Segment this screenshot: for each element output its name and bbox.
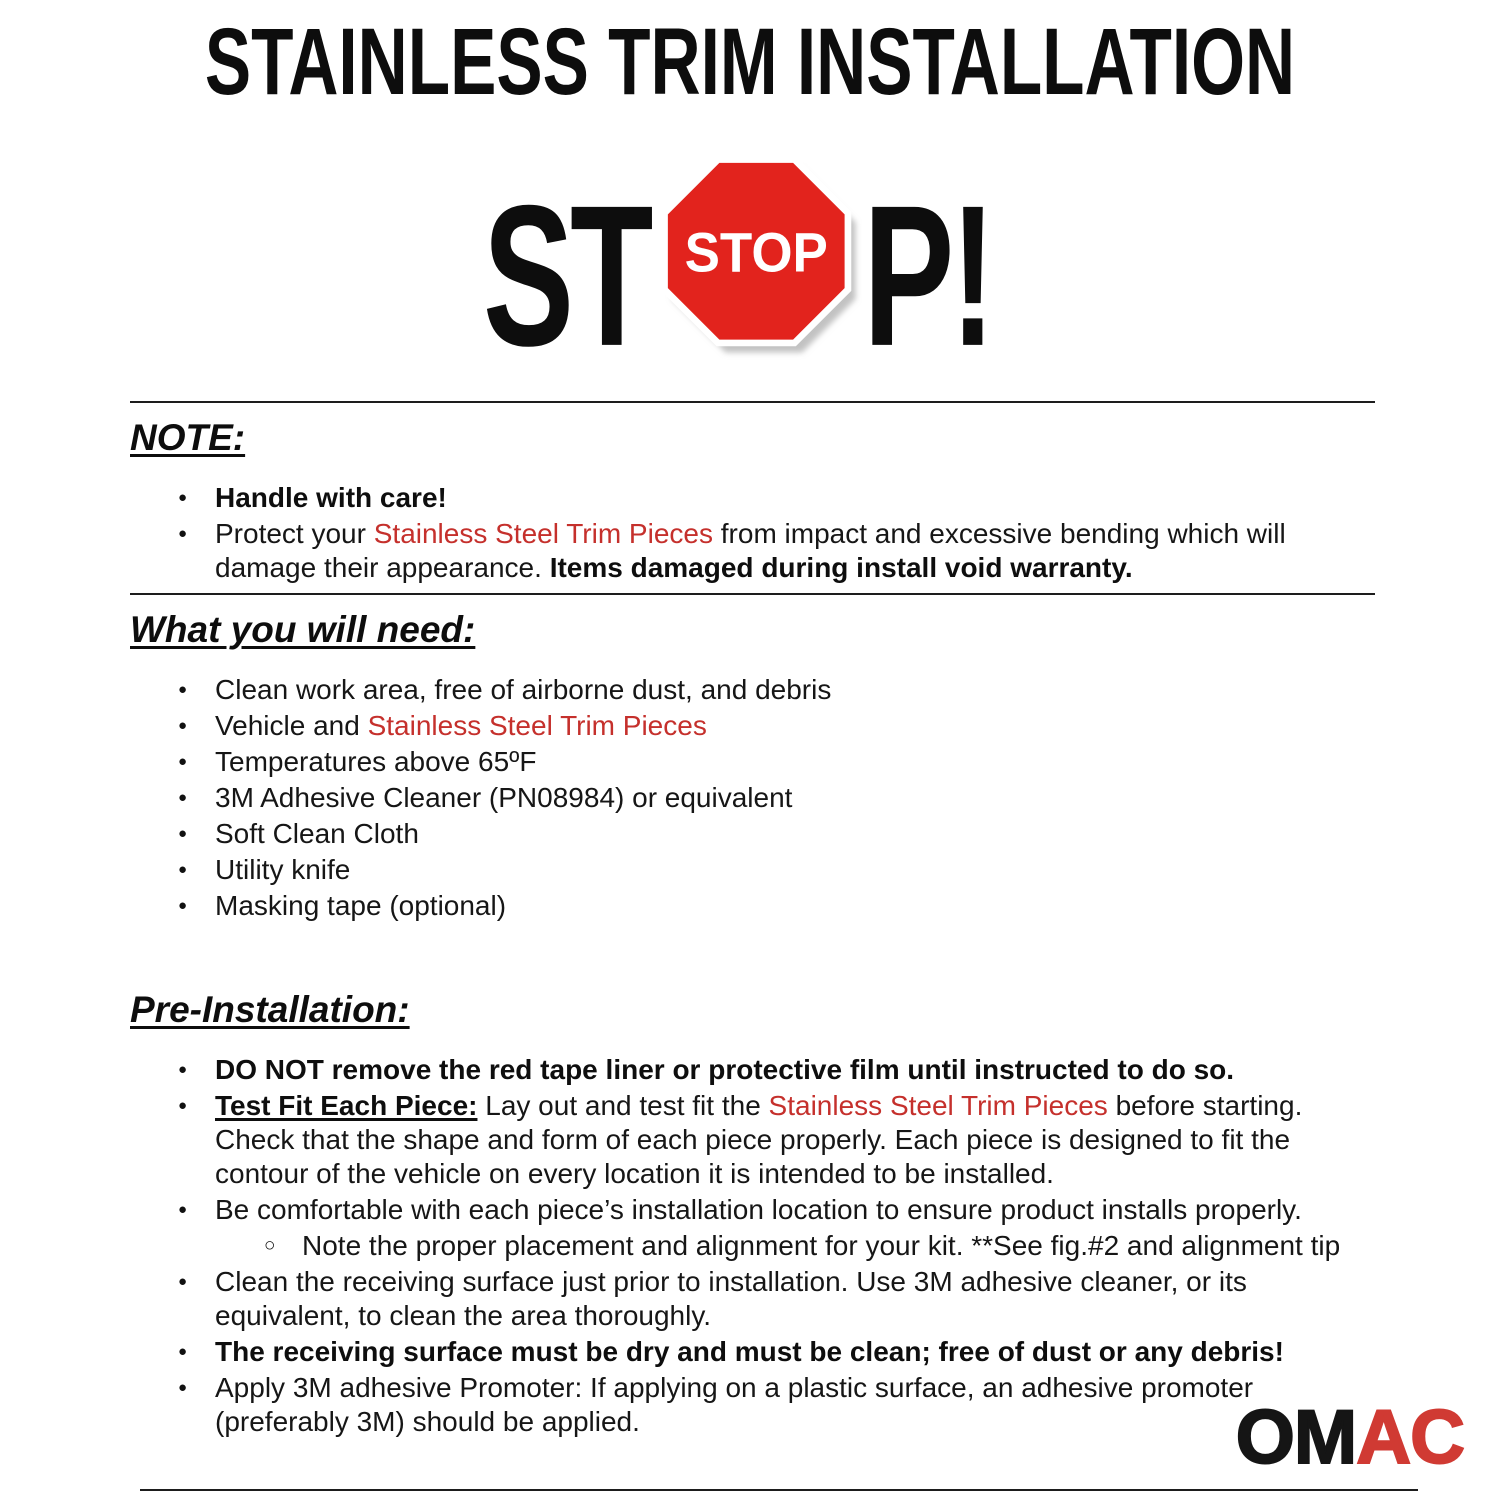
text-segment: Stainless Steel Trim Pieces — [367, 710, 707, 741]
disc-bullet-icon: ● — [178, 897, 188, 914]
list-item — [130, 781, 1375, 815]
text-segment: Lay out and test fit the — [477, 1090, 769, 1121]
list-item-text — [215, 1266, 1247, 1331]
list-item-text — [215, 1372, 1253, 1437]
list-item-text — [215, 1054, 1234, 1085]
circle-bullet-icon: ○ — [264, 1235, 276, 1256]
disc-bullet-icon: ● — [178, 1343, 188, 1360]
list-item — [130, 709, 1375, 743]
list-item — [130, 817, 1375, 851]
text-segment: Stainless Steel Trim Pieces — [373, 518, 713, 549]
text-segment: before starting. Check that the shape and form of each piece properly. Each piece is designed to fit the contour of the vehicle on every location it is intended to be installed. — [215, 1090, 1303, 1189]
text-segment: Apply 3M adhesive Promoter: If applying on a plastic surface, an adhesive promoter (preferably 3M) should be applied. — [215, 1372, 1254, 1437]
text-segment: Be comfortable with each piece’s installation location to ensure product installs properly. — [215, 1194, 1302, 1225]
disc-bullet-icon: ● — [178, 681, 188, 698]
list-item — [130, 481, 1375, 515]
text-segment: Handle with care! — [215, 482, 447, 513]
disc-bullet-icon: ● — [178, 753, 188, 770]
page-title: STAINLESS TRIM INSTALLATION — [204, 9, 1296, 115]
omac-logo-black-text: OM — [1235, 1395, 1357, 1480]
text-segment: from impact and excessive bending which will damage their appearance. — [215, 518, 1286, 583]
stop-sign-label: STOP — [684, 221, 828, 284]
list-item-text — [215, 518, 1286, 583]
text-segment: Stainless Steel Trim Pieces — [768, 1090, 1108, 1121]
text-segment: Protect your — [215, 518, 374, 549]
disc-bullet-icon: ● — [178, 1201, 188, 1218]
text-segment: 3M Adhesive Cleaner (PN08984) or equivalent — [215, 782, 793, 813]
disc-bullet-icon: ● — [178, 525, 188, 542]
stop-octagon — [664, 160, 855, 353]
stop-banner-right-text: P! — [862, 164, 992, 385]
list-item — [130, 853, 1375, 887]
text-segment: Temperatures above 65ºF — [215, 746, 537, 777]
document-body — [0, 401, 1500, 1439]
list-item — [130, 1229, 1375, 1263]
list-item — [130, 1053, 1375, 1087]
disc-bullet-icon: ● — [178, 1379, 188, 1396]
need-list — [130, 673, 1375, 923]
text-segment: Clean the receiving surface just prior to installation. Use 3M adhesive cleaner, or its equivalent, to clean the area thoroughly. — [215, 1266, 1247, 1331]
list-item-text — [215, 674, 831, 705]
list-item — [130, 1193, 1375, 1227]
divider — [140, 1489, 1418, 1491]
list-item — [130, 673, 1375, 707]
disc-bullet-icon: ● — [178, 489, 188, 506]
omac-logo-red-text: AC — [1356, 1395, 1464, 1480]
text-segment: Note the proper placement and alignment for your kit. **See fig.#2 and alignment tip — [302, 1230, 1341, 1261]
disc-bullet-icon: ● — [178, 1097, 188, 1114]
disc-bullet-icon: ● — [178, 861, 188, 878]
disc-bullet-icon: ● — [178, 789, 188, 806]
text-segment: The receiving surface must be dry and must be clean; free of dust or any debris! — [215, 1336, 1284, 1367]
divider — [130, 593, 1375, 595]
disc-bullet-icon: ● — [178, 825, 188, 842]
list-item-text — [215, 1336, 1284, 1367]
list-item-text — [215, 890, 506, 921]
list-item-text — [215, 1194, 1302, 1225]
list-item-text — [215, 710, 707, 741]
list-item — [130, 745, 1375, 779]
text-segment: Test Fit Each Piece: — [215, 1090, 478, 1121]
stop-banner — [0, 148, 1500, 385]
text-segment: DO NOT remove the red tape liner or protective film until instructed to do so. — [215, 1054, 1235, 1085]
stop-sign-graphic — [483, 148, 1018, 385]
section-pre-installation-heading: Pre-Installation: — [130, 989, 410, 1030]
text-segment: Items damaged during install void warranty. — [549, 552, 1133, 583]
note-list — [130, 481, 1375, 585]
list-item-text — [215, 818, 419, 849]
list-item — [130, 517, 1375, 585]
text-segment: Masking tape (optional) — [215, 890, 507, 921]
list-item-text — [215, 482, 447, 513]
list-item — [130, 1265, 1375, 1333]
list-item-text — [215, 782, 792, 813]
stop-banner-left-text: ST — [482, 164, 650, 385]
text-segment: Clean work area, free of airborne dust, and debris — [215, 674, 832, 705]
pre-installation-list — [130, 1053, 1375, 1439]
list-item-text — [302, 1230, 1340, 1261]
text-segment: Utility knife — [215, 854, 351, 885]
section-note-heading: NOTE: — [130, 417, 246, 458]
divider — [130, 401, 1375, 403]
text-segment: Vehicle and — [215, 710, 368, 741]
disc-bullet-icon: ● — [178, 1273, 188, 1290]
text-segment: Soft Clean Cloth — [215, 818, 419, 849]
list-item-text — [215, 1090, 1302, 1189]
section-need-heading: What you will need: — [130, 609, 476, 650]
omac-logo — [1235, 1395, 1464, 1480]
list-item — [130, 1089, 1375, 1191]
list-item-text — [215, 746, 537, 777]
list-item — [130, 889, 1375, 923]
disc-bullet-icon: ● — [178, 1061, 188, 1078]
list-item — [130, 1371, 1375, 1439]
list-item — [130, 1335, 1375, 1369]
list-item-text — [215, 854, 350, 885]
disc-bullet-icon: ● — [178, 717, 188, 734]
